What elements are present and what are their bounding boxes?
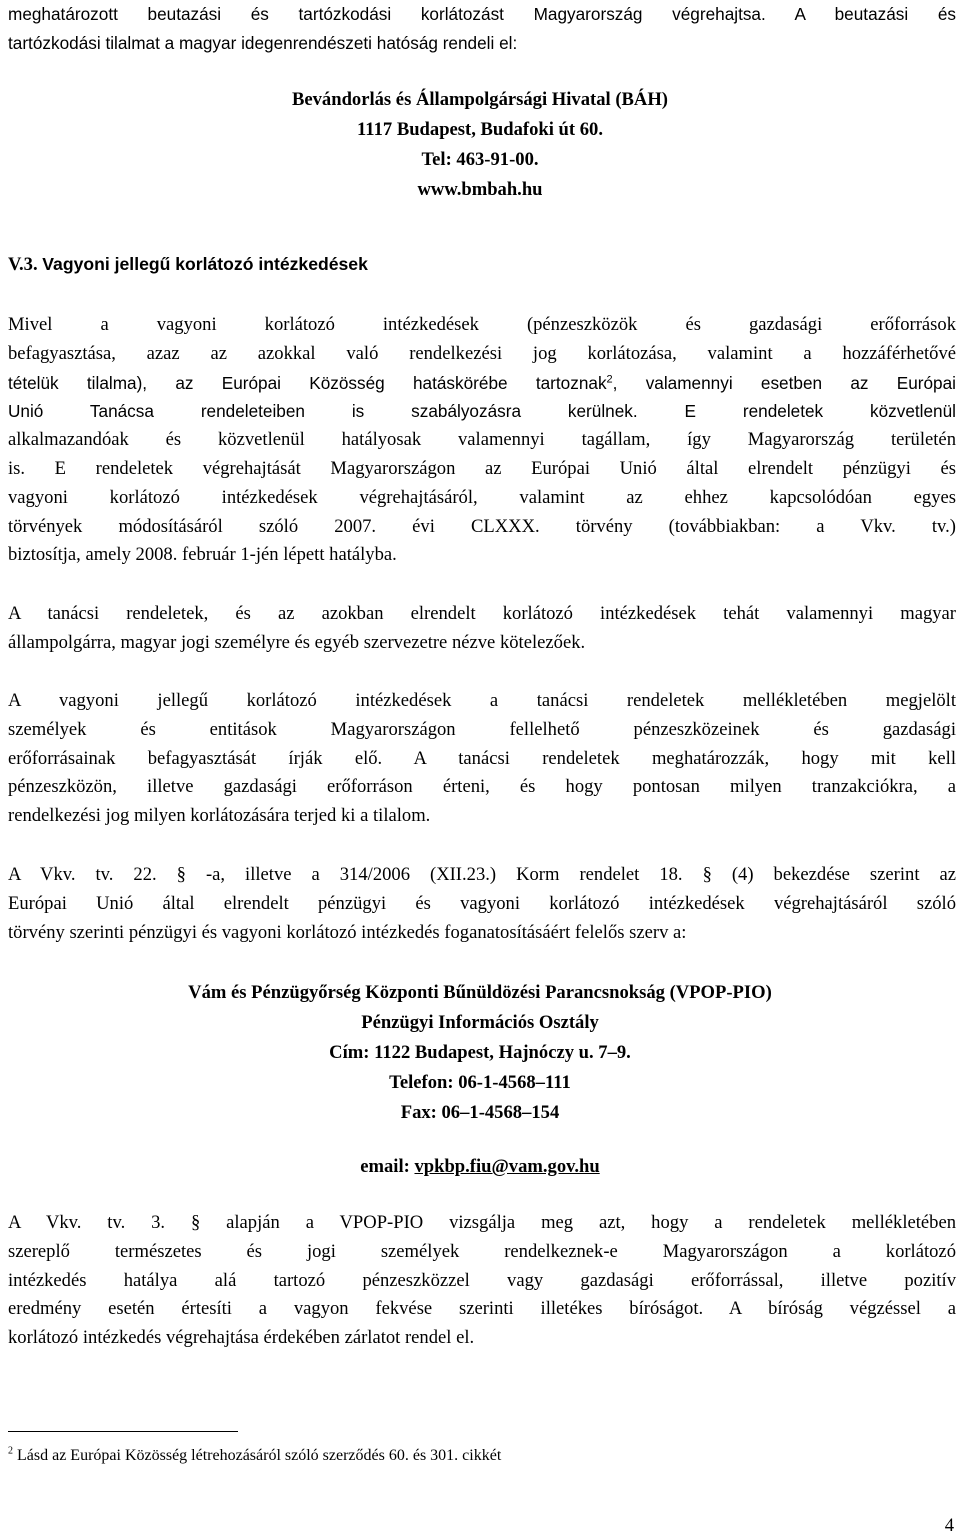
- section-title: Vagyoni jellegű korlátozó intézkedések: [42, 254, 368, 274]
- vpop-phone: Telefon: 06-1-4568–111: [389, 1072, 571, 1093]
- section-heading: [8, 254, 368, 276]
- text-line: intézkedés hatálya alá tartozó pénzeszközzel vagy gazdasági erőforrással, illetve pozitív: [8, 1269, 956, 1291]
- paragraph-5: [8, 1209, 956, 1353]
- page-number: 4: [944, 1515, 954, 1536]
- text-line: eredmény esetén értesíti a vagyon fekvése szerinti illetékes bíróságot. A bíróság végzéssel a: [8, 1298, 956, 1320]
- footnote-mark: 2: [8, 1445, 13, 1457]
- email-link[interactable]: vpkbp.fiu@vam.gov.hu: [414, 1156, 600, 1177]
- paragraph-1: [8, 311, 956, 570]
- text-line: vagyoni korlátozó intézkedések végrehajtásáról, valamint az ehhez kapcsolódóan egyes: [8, 486, 956, 508]
- vpop-name: Vám és Pénzügyőrség Központi Bűnüldözési Parancsnokság (VPOP-PIO): [188, 982, 772, 1003]
- vpop-fax: Fax: 06–1-4568–154: [400, 1102, 560, 1123]
- text-line: szereplő természetes és jogi személyek rendelkeznek-e Magyarországon a korlátozó: [8, 1240, 956, 1262]
- text-line: Mivel a vagyoni korlátozó intézkedések (pénzeszközök és gazdasági erőforrások: [8, 314, 956, 335]
- text-line: A vagyoni jellegű korlátozó intézkedések a tanácsi rendeletek mellékletében megjelölt: [8, 690, 956, 711]
- text-line: korlátozó intézkedés végrehajtása érdekében zárlatot rendel el.: [8, 1327, 475, 1349]
- bah-phone: Tel: 463-91-00.: [421, 149, 539, 170]
- intro-paragraph: [8, 0, 956, 58]
- paragraph-4: [8, 861, 956, 947]
- bah-website[interactable]: www.bmbah.hu: [417, 179, 543, 200]
- footnote-text: Lásd az Európai Közösség létrehozásáról szóló szerződés 60. és 301. cikkét: [13, 1447, 502, 1464]
- vpop-address-block: [0, 978, 960, 1128]
- text-segment: , valamennyi esetben az Európai: [612, 372, 956, 393]
- email-row: [0, 1152, 960, 1182]
- vpop-unit: Pénzügyi Információs Osztály: [361, 1012, 599, 1033]
- text-line: A Vkv. tv. 22. § -a, illetve a 314/2006 (XII.23.) Korm rendelet 18. § (4) bekezdése szerint az: [8, 864, 956, 885]
- text-line: biztosítja, amely 2008. február 1-jén lépett hatályba.: [8, 544, 397, 566]
- text-line: erőforrásainak befagyasztását írják elő. A tanácsi rendeletek meghatározzák, hogy mit kell: [8, 747, 956, 769]
- text-line: állampolgárra, magyar jogi személyre és egyéb szervezetre nézve kötelezőek.: [8, 631, 586, 653]
- text-line: alkalmazandóak és közvetlenül hatályosak valamennyi tagállam, így Magyarország területén: [8, 429, 956, 451]
- paragraph-2: [8, 600, 956, 658]
- text-line: meghatározott beutazási és tartózkodási korlátozást Magyarország végrehajtsa. A beutazási és: [8, 4, 956, 24]
- paragraph-3: [8, 687, 956, 831]
- text-line: pénzeszközön, illetve gazdasági erőforráson érteni, és hogy pontosan milyen tranzakciókra, a: [8, 776, 956, 798]
- text-line: befagyasztása, azaz az azokkal való rendelkezési jog korlátozása, valamint a hozzáférhetővé: [8, 342, 956, 364]
- footnote-reference[interactable]: 2: [606, 372, 613, 385]
- text-segment: tételük tilalma), az Európai Közösség hatáskörébe tartoznak: [8, 372, 607, 393]
- text-line: [8, 369, 956, 398]
- bah-address-block: [0, 85, 960, 205]
- bah-address: 1117 Budapest, Budafoki út 60.: [357, 119, 603, 140]
- section-number: V.3.: [8, 254, 38, 275]
- text-line: tartózkodási tilalmat a magyar idegenrendészeti hatóság rendeli el:: [8, 32, 518, 53]
- text-line: A Vkv. tv. 3. § alapján a VPOP-PIO vizsgálja meg azt, hogy a rendeletek mellékletében: [8, 1212, 956, 1233]
- vpop-email-line: [0, 1152, 960, 1182]
- vpop-address: Cím: 1122 Budapest, Hajnóczy u. 7–9.: [329, 1042, 631, 1063]
- text-line: törvény szerinti pénzügyi és vagyoni korlátozó intézkedés foganatosításáért felelős szerv a:: [8, 921, 687, 943]
- footnote: [8, 1445, 501, 1467]
- text-line: törvények módosításáról szóló 2007. évi CLXXX. törvény (továbbiakban: a Vkv. tv.): [8, 515, 956, 537]
- text-line: személyek és entitások Magyarországon fellelhető pénzeszközeinek és gazdasági: [8, 718, 956, 740]
- text-line: Unió Tanácsa rendeleteiben is szabályozásra kerülnek. E rendeletek közvetlenül: [8, 401, 956, 422]
- email-label: email:: [360, 1156, 415, 1177]
- text-line: A tanácsi rendeletek, és az azokban elrendelt korlátozó intézkedések tehát valamennyi magyar: [8, 603, 956, 624]
- footnote-separator: [8, 1431, 238, 1432]
- text-line: Európai Unió által elrendelt pénzügyi és vagyoni korlátozó intézkedések végrehajtásáról szóló: [8, 892, 956, 914]
- text-line: is. E rendeletek végrehajtását Magyarországon az Európai Unió által elrendelt pénzügyi és: [8, 457, 956, 479]
- text-line: rendelkezési jog milyen korlátozására terjed ki a tilalom.: [8, 805, 431, 827]
- bah-name: Bevándorlás és Állampolgársági Hivatal (BÁH): [291, 89, 668, 110]
